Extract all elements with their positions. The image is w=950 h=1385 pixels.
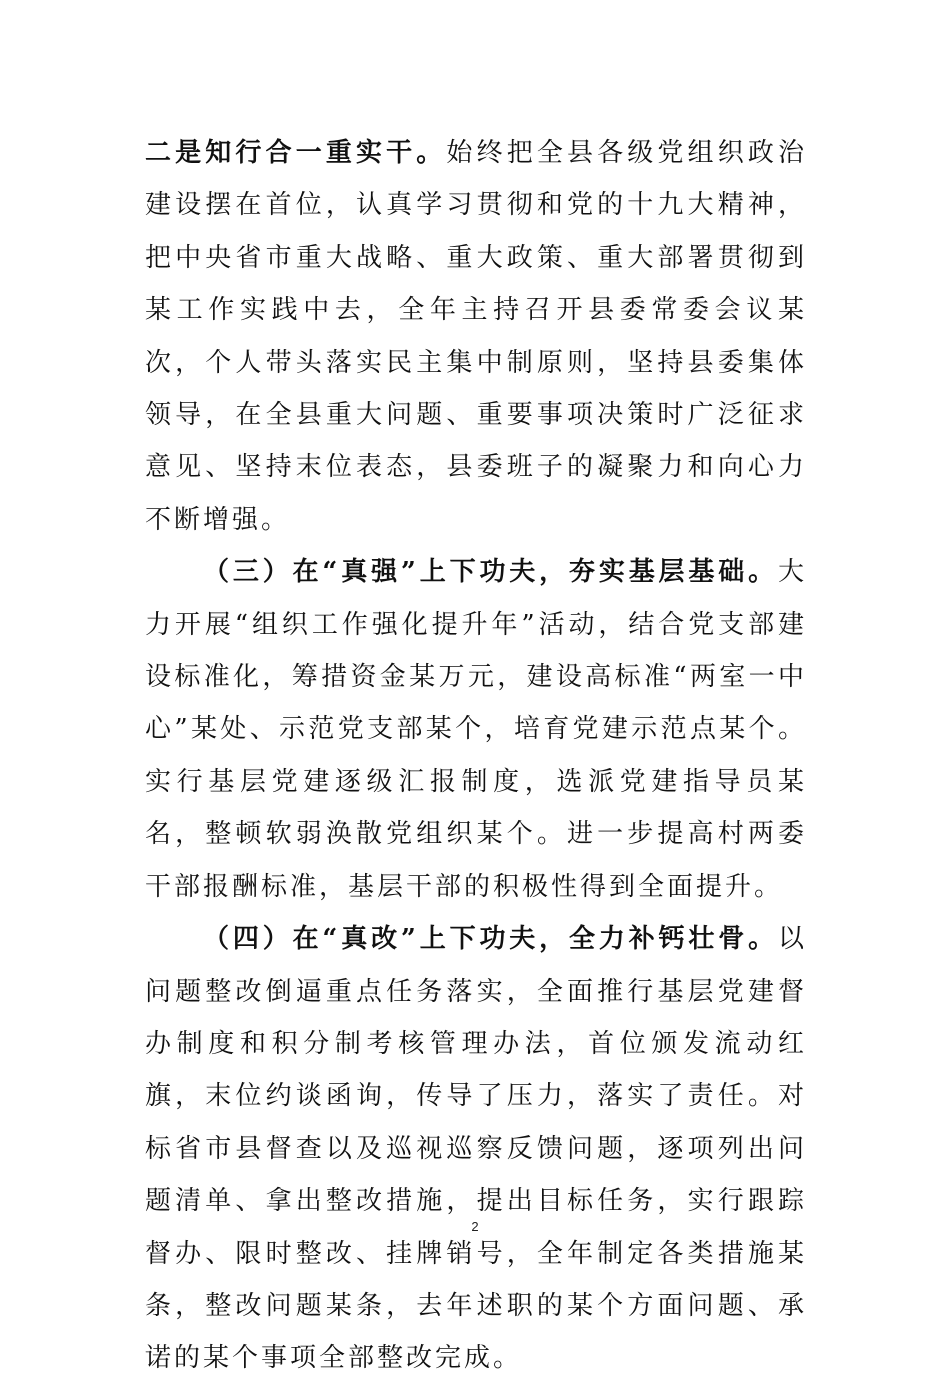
paragraph-text: 以问题整改倒逼重点任务落实，全面推行基层党建督办制度和积分制考核管理办法，首位颁发流动红旗，末位约谈函询，传导了压力，落实了责任。对标省市县督查以及巡视巡察反馈问题，逐项列出问题清单、拿出整改措施，提出目标任务，实行跟踪督办、限时整改、挂牌销号，全年制定各类措施某条，整改问题某条，去年述职的某个方面问题、承诺的某个事项全部整改完成。 <box>145 924 807 1374</box>
page-number: 2 <box>471 1219 479 1234</box>
paragraph-text: 大力开展“组织工作强化提升年”活动，结合党支部建设标准化，筹措资金某万元，建设高标准“两室一中心”某处、示范党支部某个，培育党建示范点某个。实行基层党建逐级汇报制度，选派党建指导员某名，整顿软弱涣散党组织某个。进一步提高村两委干部报酬标准，基层干部的积极性得到全面提升。 <box>145 557 807 902</box>
paragraph-heading: （四）在“真改”上下功夫，全力补钙壮骨。 <box>203 924 778 955</box>
paragraph-text: 始终把全县各级党组织政治建设摆在首位，认真学习贯彻和党的十九大精神，把中央省市重大战略、重大政策、重大部署贯彻到某工作实践中去，全年主持召开县委常委会议某次，个人带头落实民主集中制原则，坚持县委集体领导，在全县重大问题、重要事项决策时广泛征求意见、坚持末位表态，县委班子的凝聚力和向心力不断增强。 <box>145 138 807 535</box>
paragraph-heading: 二是知行合一重实干。 <box>145 138 447 168</box>
paragraph-heading: （三）在“真强”上下功夫，夯实基层基础。 <box>203 557 778 588</box>
document-body <box>145 127 807 1385</box>
paragraph-zhenqiang <box>145 546 807 913</box>
paragraph-zhixing <box>145 127 807 546</box>
paragraph-zhengai <box>145 913 807 1385</box>
